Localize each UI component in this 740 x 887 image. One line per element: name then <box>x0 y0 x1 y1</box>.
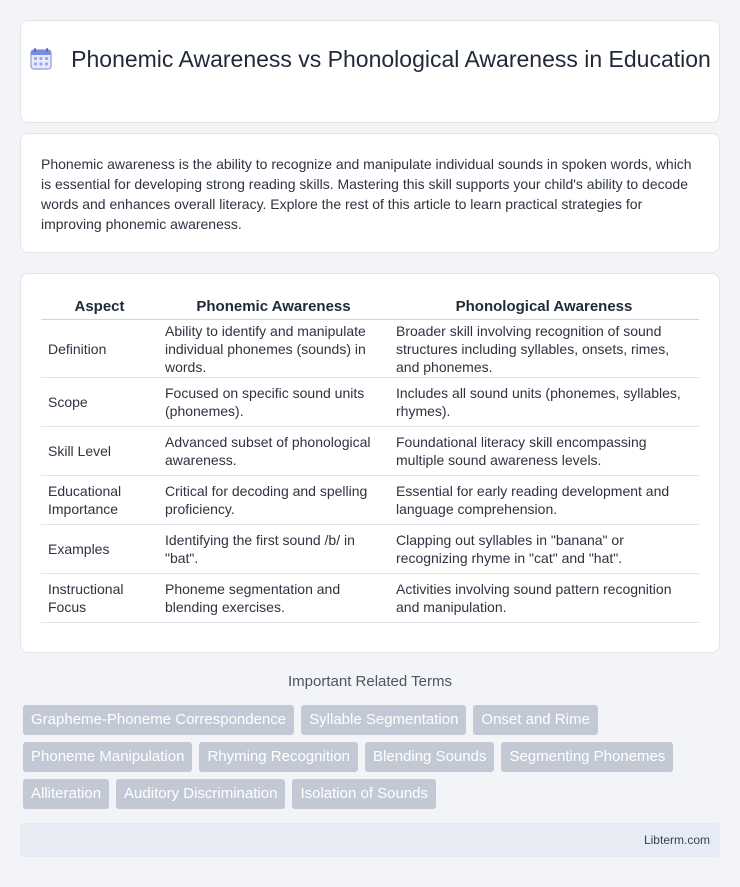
table-row <box>41 476 699 525</box>
intro-paragraph: Phonemic awareness is the ability to recognize and manipulate individual sounds in spoken words, which is essential for developing strong reading skills. Mastering this skill supports your child's ability to decode words and enhances overall literacy. Explore the rest of this article to learn practical strategies for improving phonemic awareness. <box>41 156 692 232</box>
related-term-tag[interactable]: Alliteration <box>23 779 109 809</box>
related-term-tag[interactable]: Syllable Segmentation <box>301 705 466 735</box>
calendar-grid-icon <box>29 47 53 71</box>
comparison-table <box>41 296 699 623</box>
related-term-tag[interactable]: Segmenting Phonemes <box>501 742 673 772</box>
related-term-tag[interactable]: Phoneme Manipulation <box>23 742 192 772</box>
cell-phonological: Broader skill involving recognition of sound structures including syllables, onsets, rimes, and phonemes. <box>389 320 699 378</box>
cell-aspect: Definition <box>41 320 158 378</box>
cell-aspect: Educational Importance <box>41 476 158 525</box>
header-phonemic: Phonemic Awareness <box>158 296 389 320</box>
table-row <box>41 427 699 476</box>
footer-site-link[interactable]: Libterm.com <box>643 833 710 847</box>
comparison-card <box>20 273 720 653</box>
cell-phonemic: Advanced subset of phonological awareness. <box>158 427 389 476</box>
table-header-row <box>41 296 699 320</box>
cell-phonemic: Phoneme segmentation and blending exercises. <box>158 574 389 623</box>
cell-phonological: Includes all sound units (phonemes, syllables, rhymes). <box>389 378 699 427</box>
related-term-tag[interactable]: Auditory Discrimination <box>116 779 285 809</box>
table-row <box>41 378 699 427</box>
related-terms-heading: Important Related Terms <box>288 673 452 690</box>
cell-aspect: Examples <box>41 525 158 574</box>
page-title-text: Phonemic Awareness vs Phonological Awareness in Education <box>71 46 711 72</box>
table-row <box>41 320 699 378</box>
cell-aspect: Instructional Focus <box>41 574 158 623</box>
cell-phonological: Clapping out syllables in "banana" or recognizing rhyme in "cat" and "hat". <box>389 525 699 574</box>
table-row <box>41 525 699 574</box>
cell-phonological: Essential for early reading development and language comprehension. <box>389 476 699 525</box>
table-row <box>41 574 699 623</box>
page-title <box>21 45 719 74</box>
related-term-tag[interactable]: Onset and Rime <box>473 705 597 735</box>
footer <box>20 823 720 857</box>
related-term-tag[interactable]: Isolation of Sounds <box>292 779 436 809</box>
cell-aspect: Skill Level <box>41 427 158 476</box>
cell-phonemic: Critical for decoding and spelling proficiency. <box>158 476 389 525</box>
cell-phonological: Foundational literacy skill encompassing multiple sound awareness levels. <box>389 427 699 476</box>
header-phonological: Phonological Awareness <box>389 296 699 320</box>
cell-phonemic: Focused on specific sound units (phonemes). <box>158 378 389 427</box>
title-card <box>20 20 720 123</box>
intro-card <box>20 133 720 253</box>
related-term-tag[interactable]: Rhyming Recognition <box>199 742 358 772</box>
related-term-tag[interactable]: Blending Sounds <box>365 742 494 772</box>
cell-phonemic: Ability to identify and manipulate individual phonemes (sounds) in words. <box>158 320 389 378</box>
cell-phonological: Activities involving sound pattern recognition and manipulation. <box>389 574 699 623</box>
related-terms-list <box>23 705 723 816</box>
cell-aspect: Scope <box>41 378 158 427</box>
header-aspect: Aspect <box>41 296 158 320</box>
related-term-tag[interactable]: Grapheme-Phoneme Correspondence <box>23 705 294 735</box>
cell-phonemic: Identifying the first sound /b/ in "bat". <box>158 525 389 574</box>
